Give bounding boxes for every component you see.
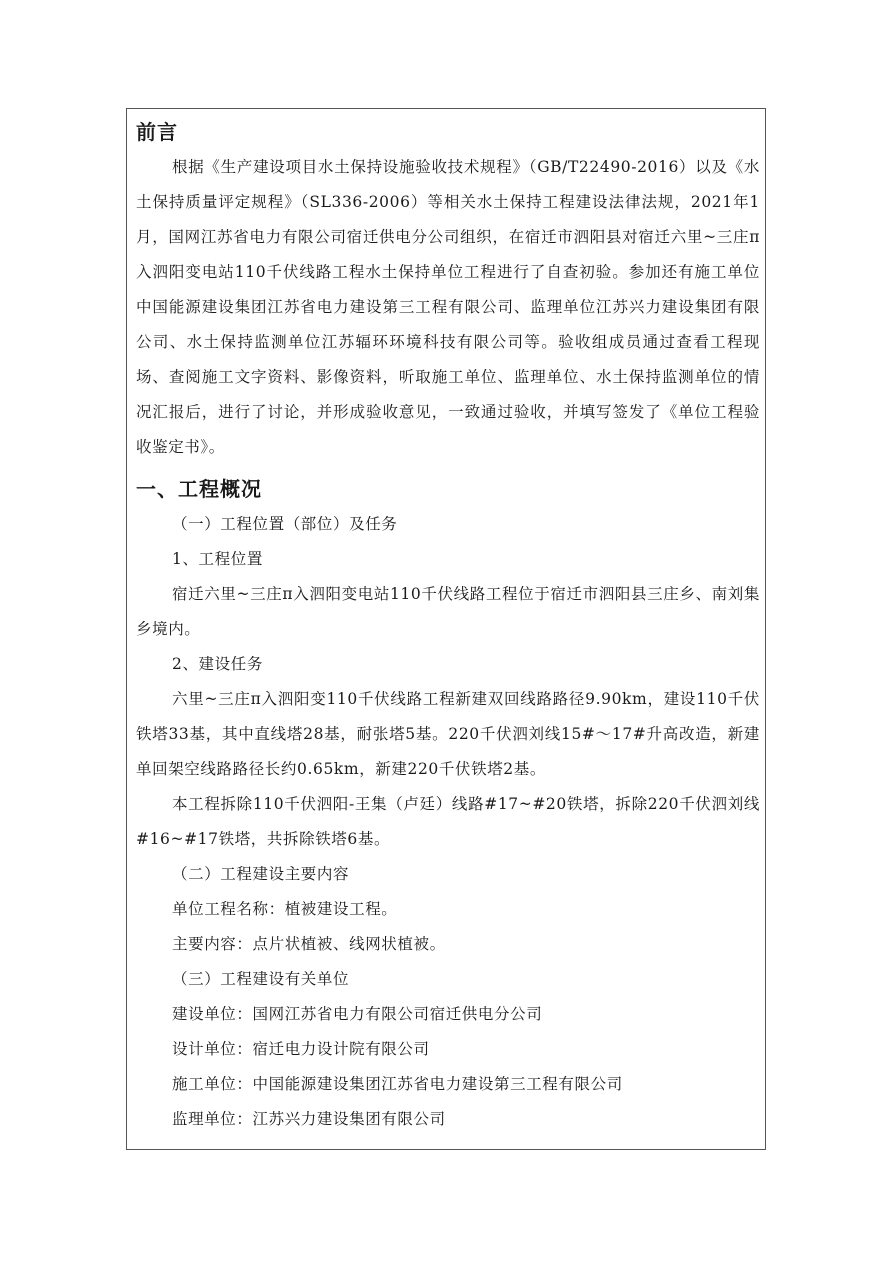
designer-unit: 设计单位：宿迁电力设计院有限公司: [172, 1040, 430, 1058]
constructor-unit: 施工单位：中国能源建设集团江苏省电力建设第三工程有限公司: [172, 1075, 623, 1093]
item-2-body-2: 本工程拆除110千伏泗阳-王集（卢廷）线路#17~#20铁塔，拆除220千伏泗刘线#16~#17铁塔，共拆除铁塔6基。: [136, 795, 760, 848]
item-2-title: 2、建设任务: [172, 655, 263, 673]
unit-project-name: 单位工程名称：植被建设工程。: [172, 900, 398, 918]
item-1-title: 1、工程位置: [172, 550, 263, 568]
subsection-3-title: （三）工程建设有关单位: [172, 970, 350, 988]
subsection-2-title: （二）工程建设主要内容: [172, 865, 350, 883]
subsection-1-title: （一）工程位置（部位）及任务: [172, 515, 398, 533]
supervisor-unit: 监理单位：江苏兴力建设集团有限公司: [172, 1110, 446, 1128]
item-1-body: 宿迁六里~三庄π入泗阳变电站110千伏线路工程位于宿迁市泗阳县三庄乡、南刘集乡境内。: [136, 585, 760, 638]
item-2-body-1: 六里~三庄π入泗阳变110千伏线路工程新建双回线路路径9.90km，建设110千伏铁塔33基，其中直线塔28基，耐张塔5基。220千伏泗刘线15#～17#升高改造，新建单回架空线路路径长约0.65km，新建220千伏铁塔2基。: [136, 690, 760, 778]
document-content: [136, 110, 760, 1137]
builder-unit: 建设单位：国网江苏省电力有限公司宿迁供电分公司: [172, 1005, 543, 1023]
preface-paragraph: 根据《生产建设项目水土保持设施验收技术规程》（GB/T22490-2016）以及《水土保持质量评定规程》（SL336-2006）等相关水土保持工程建设法律法规，2021年1月，国网江苏省电力有限公司宿迁供电分公司组织，在宿迁市泗阳县对宿迁六里~三庄π入泗阳变电站110千伏线路工程水土保持单位工程进行了自查初验。参加还有施工单位中国能源建设集团江苏省电力建设第三工程有限公司、监理单位江苏兴力建设集团有限公司、水土保持监测单位江苏辐环环境科技有限公司等。验收组成员通过查看工程现场、查阅施工文字资料、影像资料，听取施工单位、监理单位、水土保持监测单位的情况汇报后，进行了讨论，并形成验收意见，一致通过验收，并填写签发了《单位工程验收鉴定书》。: [136, 158, 760, 456]
preface-heading: 前言: [136, 120, 178, 144]
main-content: 主要内容：点片状植被、线网状植被。: [172, 935, 446, 953]
section-1-heading: 一、工程概况: [136, 477, 262, 501]
